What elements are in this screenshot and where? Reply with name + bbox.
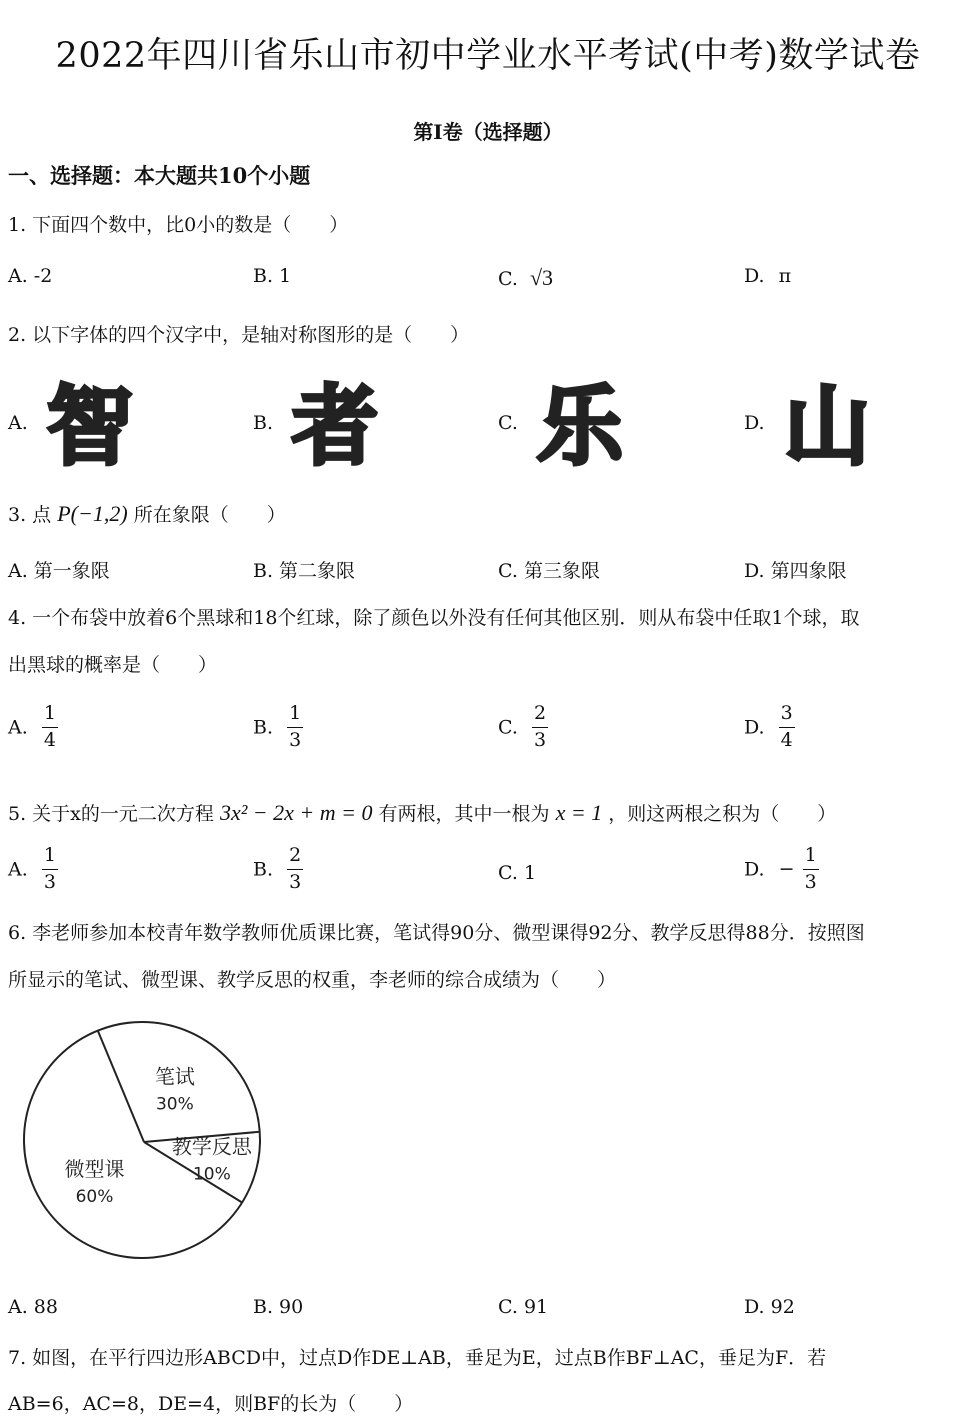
- q5-option-d-fraction: $\frac{1}{3}$: [804, 844, 817, 893]
- q4-option-a-label: A.: [8, 716, 28, 739]
- q2-char-d: 山: [783, 377, 870, 472]
- q2-option-b: [253, 374, 385, 472]
- q2-option-b-label: B.: [253, 412, 274, 434]
- q2-stem: 2. 以下字体的四个汉字中，是轴对称图形的是（ ）: [8, 324, 470, 346]
- q5-equation: 3x² − 2x + m = 0: [219, 800, 373, 825]
- q6-option-a: A. 88: [8, 1296, 58, 1318]
- q4-option-d-label: D.: [744, 716, 765, 739]
- q4-option-c: [498, 704, 548, 751]
- q2-char-image-c: [530, 374, 630, 472]
- section-heading: 一、选择题：本大题共10个小题: [8, 163, 311, 188]
- q4-option-b-fraction: $\frac{1}{3}$: [289, 702, 302, 751]
- q4-option-d: [744, 704, 795, 751]
- q2-char-c: 乐: [536, 377, 623, 472]
- q3-option-b: B. 第二象限: [253, 560, 356, 582]
- q6-option-d: D. 92: [744, 1296, 795, 1318]
- q4-option-c-label: C.: [498, 716, 518, 739]
- q1-option-d: [744, 265, 791, 287]
- pie-category-label: 笔试: [154, 1064, 195, 1089]
- q4-stem-line1: 4. 一个布袋中放着6个黑球和18个红球，除了颜色以外没有任何其他区别．则从布袋中任取1个球，取: [8, 607, 860, 629]
- q5-option-c: C. 1: [498, 862, 537, 884]
- q5-option-d-sign: −: [778, 858, 795, 881]
- q4-option-d-fraction: $\frac{3}{4}$: [780, 702, 793, 751]
- q2-option-d: [744, 374, 877, 472]
- q4-option-b-label: B.: [253, 716, 274, 739]
- q6-stem-line1: 6. 李老师参加本校青年数学教师优质课比赛，笔试得90分、微型课得92分、教学反思得88分．按照图: [8, 922, 865, 944]
- pie-category-label: 微型课: [64, 1156, 125, 1181]
- q2-option-a: [8, 374, 140, 472]
- q1-option-d-value: π: [778, 265, 792, 287]
- q3-option-a: A. 第一象限: [8, 560, 110, 582]
- q5-option-a-label: A.: [8, 858, 28, 881]
- page-title: 2022年四川省乐山市初中学业水平考试(中考)数学试卷: [55, 36, 921, 76]
- q1-option-c-label: C.: [498, 268, 518, 290]
- q2-char-image-d: [777, 374, 877, 472]
- q5-option-d: [744, 846, 819, 893]
- q4-option-b: [253, 704, 303, 751]
- q3-point-expression: P(−1,2): [57, 501, 128, 526]
- q2-char-image-a: [40, 374, 140, 472]
- q5-option-b-label: B.: [253, 858, 274, 881]
- q5-stem-pre: 5. 关于x的一元二次方程: [8, 803, 214, 825]
- q1-stem: 1. 下面四个数中，比0小的数是（ ）: [8, 214, 349, 236]
- q3-stem-post: 所在象限（ ）: [133, 504, 286, 526]
- q5-option-b-fraction: $\frac{2}{3}$: [289, 844, 302, 893]
- q6-option-c: C. 91: [498, 1296, 549, 1318]
- q1-option-a: A. -2: [8, 265, 53, 287]
- q7-stem-line2: AB=6，AC=8，DE=4，则BF的长为（ ）: [8, 1393, 414, 1415]
- q2-char-b: 者: [292, 377, 379, 472]
- q4-option-c-fraction: $\frac{2}{3}$: [533, 702, 547, 751]
- q2-option-d-label: D.: [744, 412, 765, 434]
- q4-option-a-fraction: $\frac{1}{4}$: [43, 702, 56, 751]
- pie-value-label: 30%: [155, 1094, 194, 1115]
- q4-option-a: [8, 704, 58, 751]
- q5-option-d-label: D.: [744, 858, 765, 881]
- pie-value-label: 60%: [75, 1186, 114, 1207]
- q2-option-c: [498, 374, 630, 472]
- q5-stem: [8, 799, 836, 826]
- q5-stem-mid: 有两根，其中一根为: [378, 803, 550, 825]
- q6-option-b: B. 90: [253, 1296, 304, 1318]
- q3-stem-pre: 3. 点: [8, 504, 52, 526]
- q2-char-a: 智: [46, 377, 133, 472]
- q5-option-a: [8, 846, 58, 893]
- q6-stem-line2: 所显示的笔试、微型课、教学反思的权重，李老师的综合成绩为（ ）: [8, 969, 617, 991]
- q2-option-a-label: A.: [8, 412, 28, 434]
- q2-option-c-label: C.: [498, 412, 518, 434]
- q3-stem: [8, 500, 286, 527]
- q1-option-d-label: D.: [744, 265, 765, 287]
- pie-value-label: 10%: [192, 1164, 231, 1185]
- pie-category-label: 教学反思: [171, 1134, 252, 1159]
- q5-stem-post: ，则这两根之积为（ ）: [608, 803, 837, 825]
- q1-option-b: B. 1: [253, 265, 292, 287]
- q5-option-a-fraction: $\frac{1}{3}$: [43, 844, 56, 893]
- q3-option-c: C. 第三象限: [498, 560, 600, 582]
- q2-char-image-b: [285, 374, 385, 472]
- q3-option-d: D. 第四象限: [744, 560, 847, 582]
- part-heading: 第Ⅰ卷（选择题）: [413, 120, 563, 144]
- q1-option-c: [498, 265, 553, 291]
- q4-stem-line2: 出黑球的概率是（ ）: [8, 654, 218, 676]
- q5-option-b: [253, 846, 303, 893]
- q1-option-c-value: √3: [529, 265, 554, 290]
- q5-root: x = 1: [555, 800, 603, 825]
- q7-stem-line1: 7. 如图，在平行四边形ABCD中，过点D作DE⊥AB，垂足为E，过点B作BF⊥AC，垂足为F．若: [8, 1347, 827, 1369]
- q6-pie-chart: [18, 1018, 270, 1268]
